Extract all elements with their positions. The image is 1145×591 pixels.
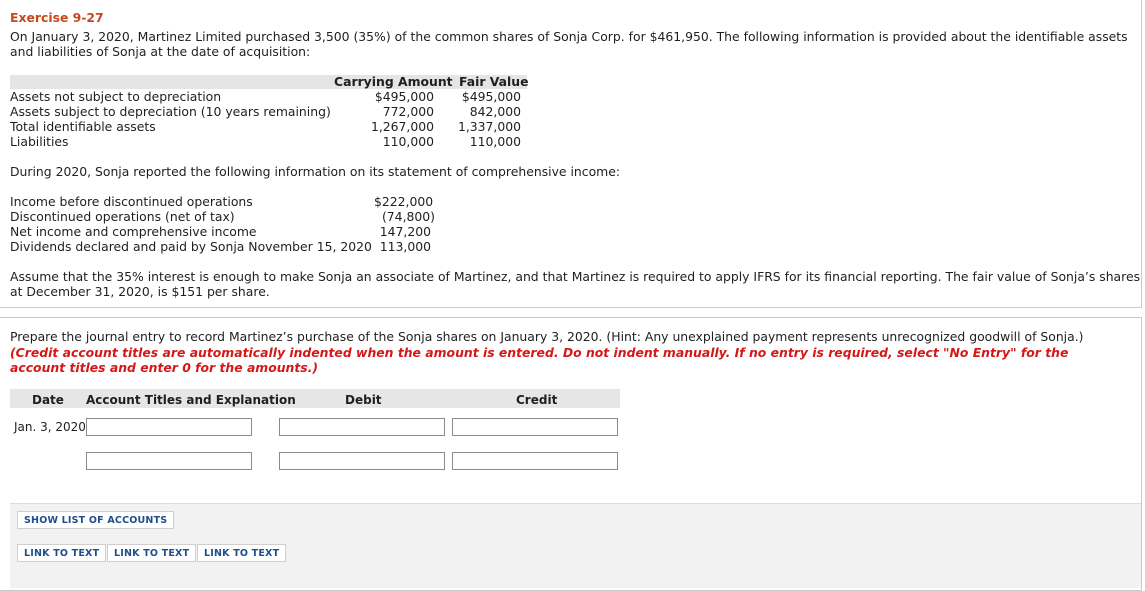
assets-row-carrying: 772,000 (382, 104, 434, 119)
journal-date-header: Date (32, 393, 64, 407)
assets-row-fair: 110,000 (469, 134, 521, 149)
fair-value-header: Fair Value (459, 74, 529, 89)
credit-input[interactable] (452, 452, 618, 470)
account-title-input[interactable] (86, 418, 252, 436)
assume-line-1: Assume that the 35% interest is enough to make Sonja an associate of Martinez, and that Martinez is required to apply IFRS for its financial reporting. The fair value of Sonja’s shares (10, 269, 1141, 284)
income-row-label: Net income and comprehensive income (10, 224, 257, 239)
carrying-amount-header: Carrying Amount (334, 74, 453, 89)
assets-row-label: Assets not subject to depreciation (10, 89, 222, 104)
assets-row-label: Total identifiable assets (10, 119, 156, 134)
intro-line-2: and liabilities of Sonja at the date of acquisition: (10, 44, 311, 59)
income-row-value: 147,200 (379, 224, 431, 239)
assets-row-carrying: $495,000 (374, 89, 434, 104)
credit-input[interactable] (452, 418, 618, 436)
assets-row-fair: 842,000 (469, 104, 521, 119)
link-to-text-button[interactable]: LINK TO TEXT (197, 544, 286, 562)
assets-row-fair: $495,000 (461, 89, 521, 104)
income-row-label: Discontinued operations (net of tax) (10, 209, 235, 224)
instructions-text: Prepare the journal entry to record Martinez’s purchase of the Sonja shares on January 3, 2020. (Hint: Any unexplained payment represents unrecognized goodwill of Sonja.) (10, 329, 1084, 344)
debit-input[interactable] (279, 452, 445, 470)
show-list-of-accounts-button[interactable]: SHOW LIST OF ACCOUNTS (17, 511, 174, 529)
assets-row-carrying: 1,267,000 (370, 119, 434, 134)
income-row-value: (74,800) (381, 209, 435, 224)
debit-input[interactable] (279, 418, 445, 436)
income-row-value: $222,000 (374, 194, 434, 209)
intro-line-1: On January 3, 2020, Martinez Limited purchased 3,500 (35%) of the common shares of Sonja Corp. for $461,950. The following information is provided about the identifiable assets (10, 29, 1128, 44)
income-intro: During 2020, Sonja reported the following information on its statement of comprehensive income: (10, 164, 621, 179)
assets-row-fair: 1,337,000 (457, 119, 521, 134)
journal-debit-header: Debit (345, 393, 382, 407)
instructions (10, 329, 1120, 376)
assets-row-carrying: 110,000 (382, 134, 434, 149)
link-to-text-button[interactable]: LINK TO TEXT (17, 544, 106, 562)
assets-row-label: Assets subject to depreciation (10 years remaining) (10, 104, 331, 119)
journal-date: Jan. 3, 2020 (14, 420, 86, 434)
assume-line-2: at December 31, 2020, is $151 per share. (10, 284, 270, 299)
income-row-label: Dividends declared and paid by Sonja November 15, 2020 (10, 239, 372, 254)
journal-credit-header: Credit (516, 393, 558, 407)
link-to-text-button[interactable]: LINK TO TEXT (107, 544, 196, 562)
instructions-red-note: (Credit account titles are automatically indented when the amount is entered. Do not indent manually. If no entry is required, select "No Entry" for the account titles and enter 0 for the amounts.) (10, 344, 1069, 375)
assets-row-label: Liabilities (10, 134, 69, 149)
account-title-input[interactable] (86, 452, 252, 470)
exercise-title: Exercise 9-27 (10, 10, 104, 25)
income-row-value: 113,000 (379, 239, 431, 254)
journal-account-header: Account Titles and Explanation (86, 393, 296, 407)
income-row-label: Income before discontinued operations (10, 194, 253, 209)
